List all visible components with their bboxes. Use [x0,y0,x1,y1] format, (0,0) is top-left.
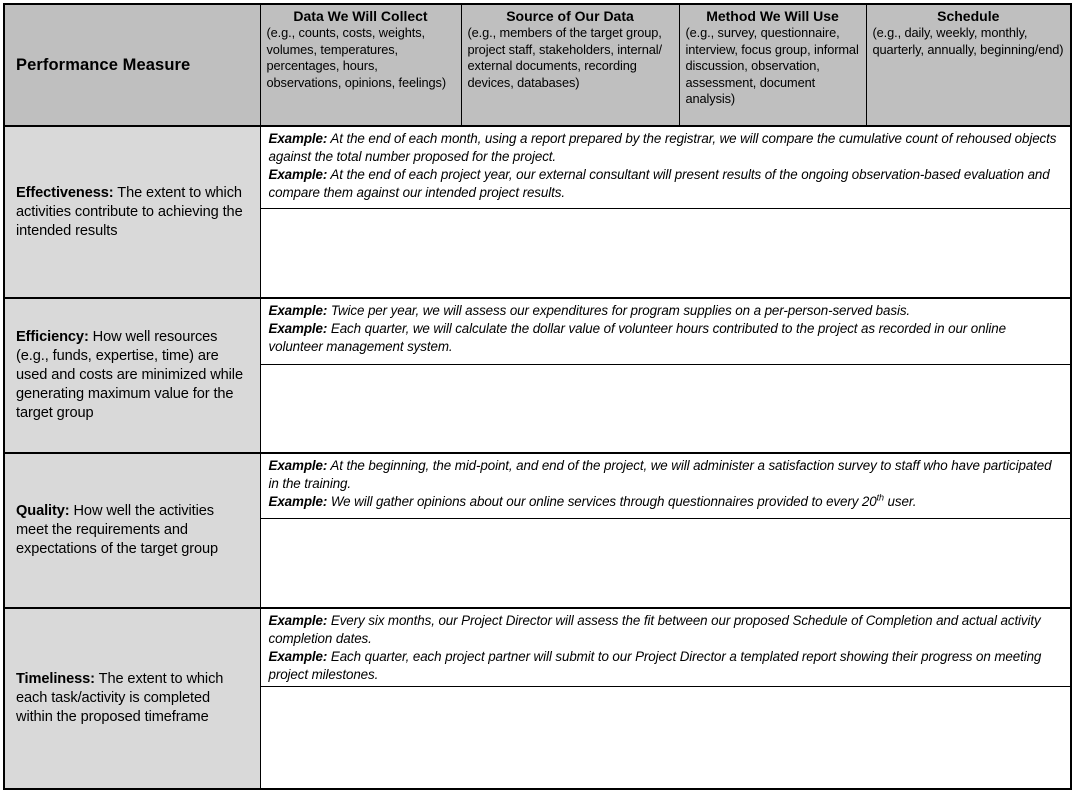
row-quality [4,453,1071,518]
header-method-title: Method We Will Use [706,8,839,24]
header-method-we-will-use [679,4,866,126]
row-label-quality [4,453,260,608]
row-effectiveness [4,126,1071,208]
header-data-title: Data We Will Collect [293,8,428,24]
row-label-efficiency [4,298,260,453]
example-text: Every six months, our Project Director will assess the fit between our proposed Schedule of Completion and actual activity completion dates. [268,613,1041,646]
row-description: How well the activities meet the requirements and expectations of the target group [16,503,219,557]
example-item [269,130,1063,166]
examples-cell-timeliness [260,608,1071,687]
row-term: Effectiveness: [16,184,114,201]
example-text: Each quarter, we will calculate the dollar value of volunteer hours contributed to the project as recorded in our online volunteer management system. [268,321,1006,354]
example-item [269,166,1063,202]
example-prefix: Example: [268,303,328,318]
example-item [269,493,1063,511]
performance-measure-table [3,3,1072,790]
header-source-hint: (e.g., members of the target group, project staff, stakeholders, internal/ external documents, recording devices, databases) [467,25,662,90]
example-item [269,320,1063,356]
example-prefix: Example: [268,321,328,336]
header-source-of-our-data [461,4,679,126]
example-text: We will gather opinions about our online services through questionnaires provided to every 20 [327,494,877,509]
entry-cell-quality [260,518,1071,608]
example-prefix: Example: [268,458,328,473]
header-row [4,4,1071,126]
example-prefix: Example: [268,649,328,664]
row-description: The extent to which activities contribute to achieving the intended results [16,184,243,239]
row-label-effectiveness [4,126,260,298]
example-text: At the beginning, the mid-point, and end of the project, we will administer a satisfaction survey to staff who have participated in the training. [268,458,1052,491]
header-performance-measure [4,4,260,126]
row-term: Quality: [16,503,70,519]
example-prefix: Example: [268,131,328,146]
example-text-tail: user. [883,494,917,509]
examples-cell-efficiency [260,298,1071,364]
header-schedule [866,4,1071,126]
header-data-we-will-collect [260,4,461,126]
entry-cell-timeliness [260,687,1071,789]
example-superscript: th [876,492,884,503]
row-description: How well resources (e.g., funds, expertise, time) are used and costs are minimized while generating maximum value for the target group [16,329,243,421]
entry-cell-efficiency [260,364,1071,453]
example-text: Each quarter, each project partner will submit to our Project Director a templated report showing their progress on meeting project milestones. [268,649,1042,682]
row-term: Timeliness: [16,670,95,687]
example-prefix: Example: [268,613,328,628]
row-description: The extent to which each task/activity is completed within the proposed timeframe [16,670,224,725]
example-prefix: Example: [268,494,328,509]
row-efficiency [4,298,1071,364]
header-performance-measure-title: Performance Measure [16,55,191,74]
example-item [269,648,1063,684]
example-item [269,612,1063,648]
example-item [269,457,1063,493]
row-timeliness [4,608,1071,687]
examples-cell-quality [260,453,1071,518]
row-label-timeliness [4,608,260,789]
example-text: At the end of each month, using a report prepared by the registrar, we will compare the cumulative count of rehoused objects against the total number proposed for the project. [268,131,1057,164]
header-data-hint: (e.g., counts, costs, weights, volumes, temperatures, percentages, hours, observations, opinions, feelings) [266,25,447,90]
examples-cell-effectiveness [260,126,1071,208]
header-schedule-hint: (e.g., daily, weekly, monthly, quarterly, annually, beginning/end) [872,25,1064,57]
header-method-hint: (e.g., survey, questionnaire, interview, focus group, informal discussion, observation, assessment, document analysis) [685,25,859,106]
example-text: At the end of each project year, our external consultant will present results of the ongoing observation-based evaluation and compare them against our intended project results. [268,167,1050,200]
row-term: Efficiency: [16,329,89,345]
header-source-title: Source of Our Data [506,8,634,24]
example-text: Twice per year, we will assess our expenditures for program supplies on a per-person-served basis. [327,303,911,318]
example-prefix: Example: [268,167,328,182]
example-item [269,302,1063,320]
header-schedule-title: Schedule [937,8,1000,24]
entry-cell-effectiveness [260,208,1071,298]
